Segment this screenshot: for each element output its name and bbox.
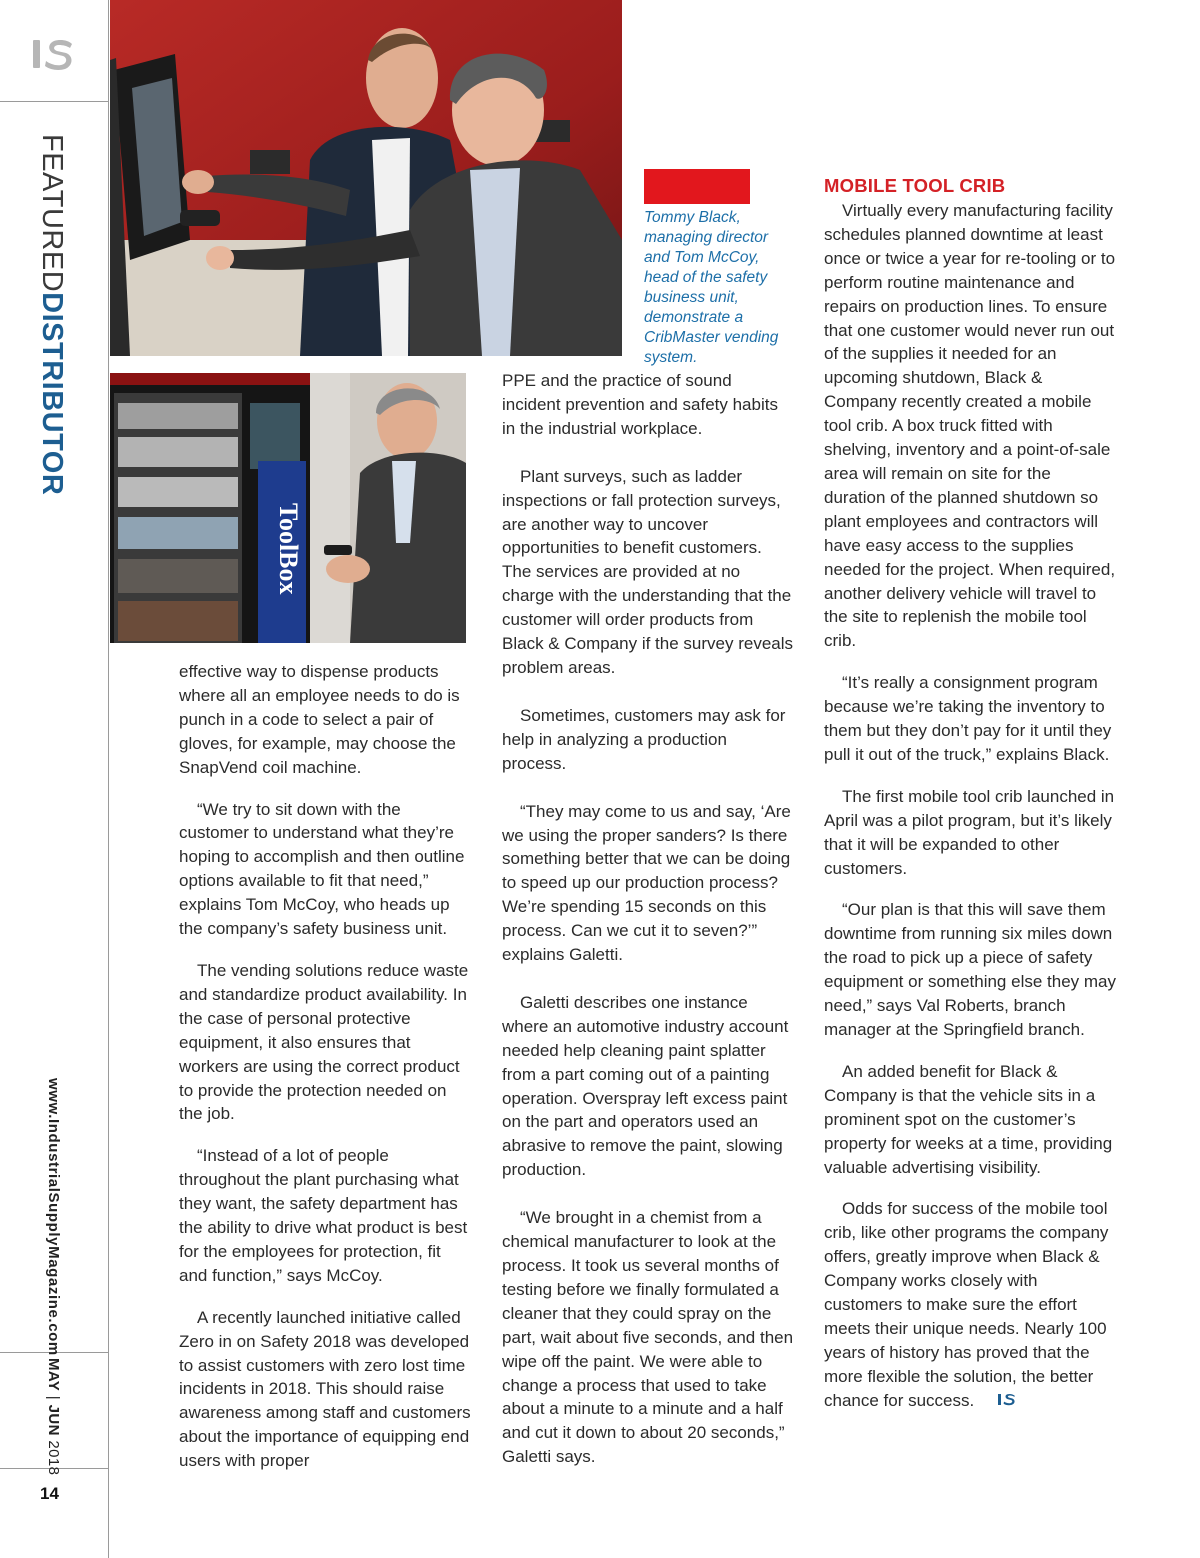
article-column-1 xyxy=(179,660,471,1491)
article-paragraph: A recently launched initiative called Zero in on Safety 2018 was developed to assist customers with zero lost time incidents in 2018. This should raise awareness among staff and customers about the importance of equipping end users with proper xyxy=(179,1307,471,1471)
section-heading: MOBILE TOOL CRIB xyxy=(824,175,1006,196)
side-photo xyxy=(110,373,466,643)
margin-rule xyxy=(108,0,109,1558)
issue-separator: | xyxy=(45,1391,62,1405)
article-column-2 xyxy=(502,369,794,1493)
website-url xyxy=(38,1078,78,1356)
article-paragraph: “They may come to us and say, ‘Are we using the proper sanders? Is there something better that we can be doing to speed up our production process? We’re spending 15 seconds on this process. Can we cut it to seven?’” explains Galetti. xyxy=(502,801,791,965)
article-paragraph: “Instead of a lot of people throughout the plant purchasing what they want, the safety department has the ability to drive what product is best for the employees for protection, fit and function,” says McCoy. xyxy=(179,1146,468,1285)
article-paragraph: “We try to sit down with the customer to understand what they’re hoping to accomplish and then outline options available to fit that need,” explains Tom McCoy, who heads up the company’s safety business unit. xyxy=(179,799,465,939)
article-paragraph: Sometimes, customers may ask for help in analyzing a production process. xyxy=(502,705,786,773)
article-paragraph: Virtually every manufacturing facility schedules planned downtime at least once or twice a year for re-tooling or to perform routine maintenance and repairs on production lines. To ensure that one customer would never run out of the supplies it needed for an upcoming shutdown, Black & Company recently created a mobile tool crib. A box truck fitted with shelving, inventory and a point-of-sale area will remain on site for the duration of the planned shutdown so plant employees and contractors will have easy access to the supplies needed for the project. When required, another delivery vehicle will travel to the site to replenish the mobile tool crib. xyxy=(824,201,1116,651)
article-paragraph: Plant surveys, such as ladder inspections or fall protection surveys, are another way to uncover opportunities to benefit customers. The services are provided at no charge with the understanding that the customer will order products from Black & Company if the survey reveals problem areas. xyxy=(502,466,794,677)
toolbox-machine-label: ToolBox xyxy=(274,503,303,595)
article-paragraph: Galetti describes one instance where an automotive industry account needed help cleaning paint splatter from a part coming out of a painting operation. Overspray left excess paint on the part and operators used an abrasive to remove the paint, slowing production. xyxy=(502,992,789,1180)
photo-caption: Tommy Black, managing director and Tom McCoy, head of the safety business unit, demonstrate a CribMaster vending system. xyxy=(644,209,779,366)
article-paragraph: The first mobile tool crib launched in April was a pilot program, but it’s likely that it will be expanded to other customers. xyxy=(824,786,1115,878)
article-paragraph: effective way to dispense products where all an employee needs to do is punch in a code to select a pair of gloves, for example, may choose the SnapVend coil machine. xyxy=(179,662,460,777)
issue-month: MAY xyxy=(45,1358,62,1392)
issue-date xyxy=(38,1358,78,1476)
issue-year: 2018 xyxy=(45,1435,62,1476)
margin-divider-top xyxy=(0,101,108,102)
top-photo-illustration xyxy=(110,0,622,356)
last-paragraph-text: Odds for success of the mobile tool crib, like other programs the company offers, greatly improve when Black & Company works closely with customers to make sure the effort meets their unique needs. Nearly 100 years of history has proved that the more flexible the solution, the better chance for success. xyxy=(824,1199,1109,1410)
article-column-3 xyxy=(824,174,1116,1431)
end-mark-icon xyxy=(980,1389,1016,1413)
section-label-bold: DISTRIBUTOR xyxy=(36,292,68,496)
issue-month2: JUN xyxy=(45,1404,62,1436)
top-photo xyxy=(110,0,622,356)
section-label xyxy=(24,134,84,496)
article-paragraph-last xyxy=(824,1197,1116,1412)
article-paragraph: An added benefit for Black & Company is that the vehicle sits in a prominent spot on the customer’s property for weeks at a time, providing valuable advertising visibility. xyxy=(824,1061,1113,1177)
article-paragraph: “It’s really a consignment program because we’re taking the inventory to them but they don’t pay for it until they pull it out of the truck,” explains Black. xyxy=(824,673,1112,764)
website-url-text: www.IndustrialSupplyMagazine.com xyxy=(45,1078,62,1356)
article-paragraph: “Our plan is that this will save them downtime from running six miles down the road to pick up a piece of safety equipment or something else they may need,” says Val Roberts, branch manager at the Springfield branch. xyxy=(824,900,1116,1039)
magazine-logo xyxy=(32,34,76,74)
section-label-light: FEATURED xyxy=(36,134,68,293)
article-paragraph: PPE and the practice of sound incident prevention and safety habits in the industrial workplace. xyxy=(502,371,778,438)
side-photo-illustration xyxy=(110,373,466,643)
page-number: 14 xyxy=(40,1484,59,1503)
caption-accent-bar xyxy=(644,169,750,204)
article-paragraph: “We brought in a chemist from a chemical manufacturer to look at the process. It took us several months of testing before we finally formulated a cleaner that they could spray on the part, wait about five seconds, and then wipe off the paint. We were able to change a process that used to take about a minute to a minute and a half and cut it down to about 20 seconds,” Galetti says. xyxy=(502,1208,794,1467)
article-paragraph: The vending solutions reduce waste and standardize product availability. In the case of personal protective equipment, it also ensures that workers are using the correct product to provide the protection needed on the job. xyxy=(179,960,469,1124)
